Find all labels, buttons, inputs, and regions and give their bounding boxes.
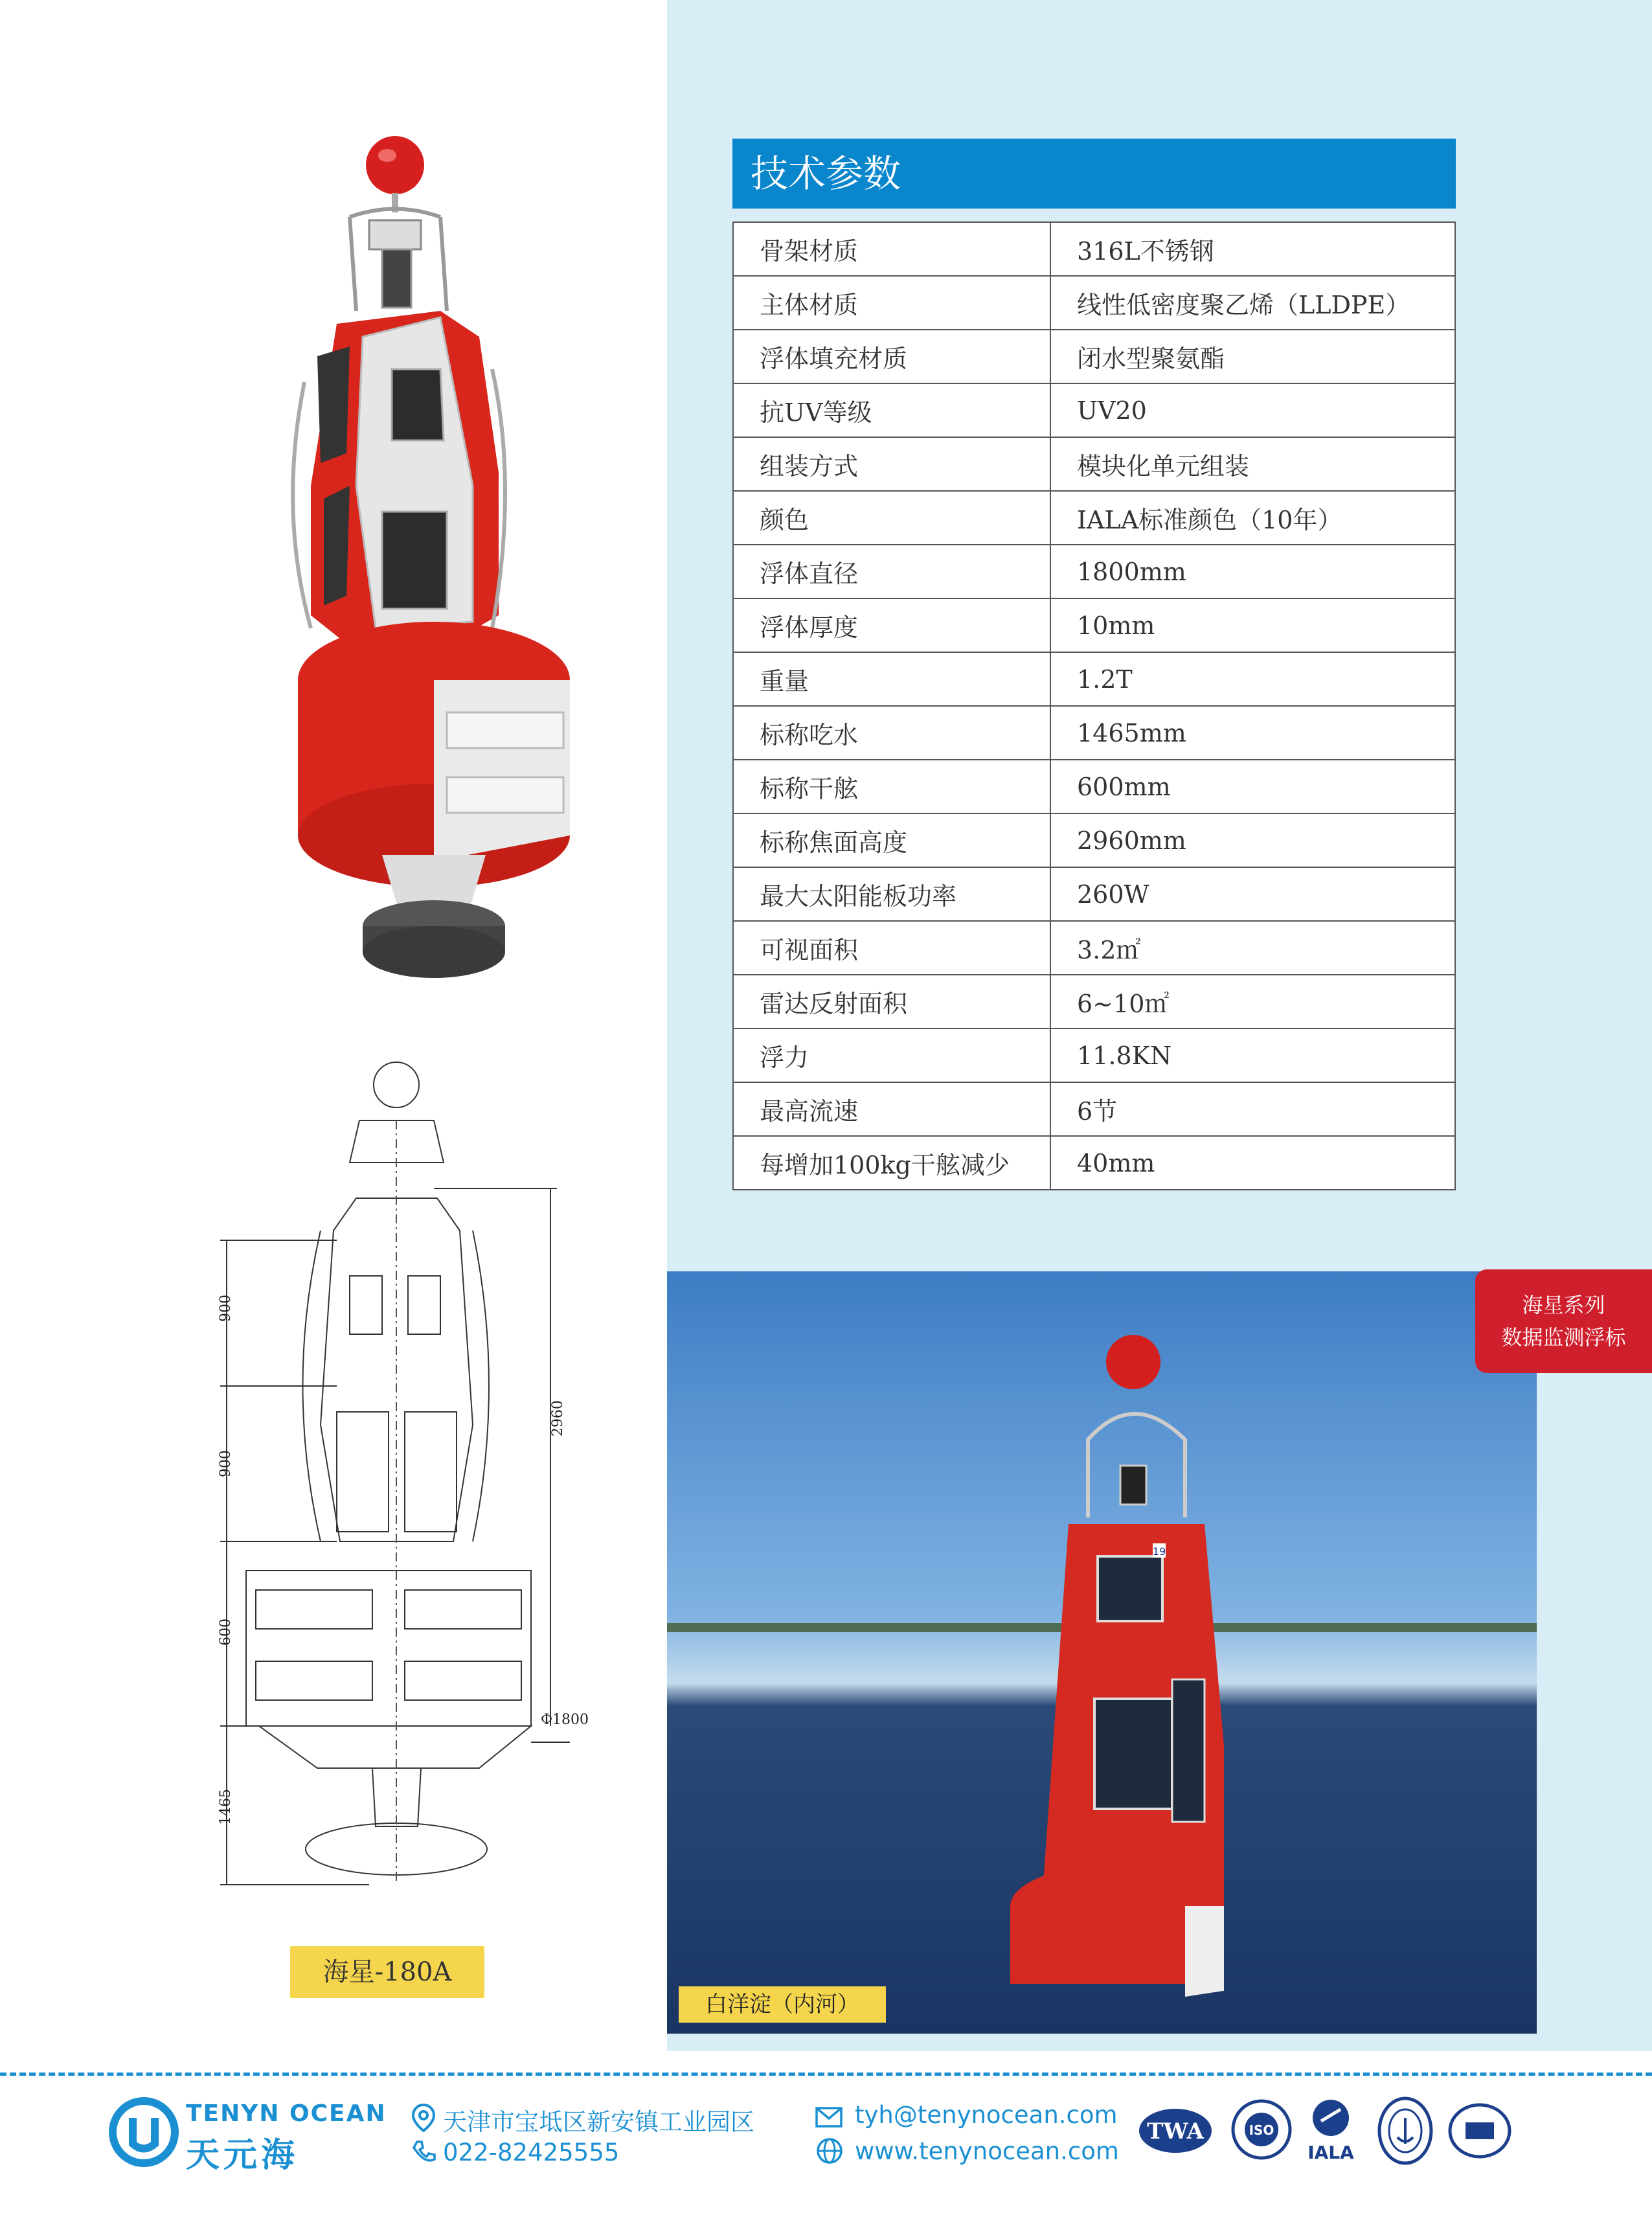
spec-row: [733, 545, 1455, 598]
spec-row: [733, 975, 1455, 1028]
twa-logo-text: TWA: [1147, 2118, 1204, 2144]
spec-row: [733, 383, 1455, 437]
iso-logo: [1230, 2098, 1293, 2161]
phone-text: 022-82425555: [443, 2139, 620, 2166]
spec-row: [733, 813, 1455, 867]
brand-en: TENYN OCEAN: [186, 2100, 387, 2127]
spec-key: 雷达反射面积: [733, 975, 1050, 1028]
spec-value: 6~10㎡: [1050, 975, 1455, 1028]
series-tag-line2: 数据监测浮标: [1501, 1325, 1626, 1350]
spec-row: [733, 491, 1455, 545]
website-link[interactable]: www.tenynocean.com: [855, 2137, 1119, 2165]
spec-value: 1.2T: [1050, 652, 1455, 706]
email-link[interactable]: tyh@tenynocean.com: [855, 2101, 1118, 2129]
spec-key: 每增加100kg干舷减少: [733, 1136, 1050, 1190]
spec-row: [733, 706, 1455, 760]
spec-key: 骨架材质: [733, 222, 1050, 276]
spec-row: [733, 1082, 1455, 1136]
brand-cn: 天元海: [186, 2136, 299, 2175]
series-tag-line1: 海星系列: [1522, 1293, 1605, 1317]
series-tag: [1475, 1269, 1652, 1373]
spec-value: IALA标准颜色（10年）: [1050, 491, 1455, 545]
spec-value: 600mm: [1050, 760, 1455, 813]
spec-row: [733, 652, 1455, 706]
dim-2960: 2960: [550, 1400, 566, 1437]
spec-key: 最高流速: [733, 1082, 1050, 1136]
dim-600: 600: [218, 1618, 234, 1646]
iala-logo: [1302, 2095, 1366, 2166]
spec-value: 1800mm: [1050, 545, 1455, 598]
spec-row: [733, 1136, 1455, 1190]
spec-row: [733, 222, 1455, 276]
twa-logo: [1137, 2105, 1214, 2157]
location-icon: [412, 2104, 435, 2132]
spec-key: 颜色: [733, 491, 1050, 545]
model-label: 海星-180A: [290, 1946, 484, 1998]
spec-value: 2960mm: [1050, 813, 1455, 867]
spec-row: [733, 760, 1455, 813]
spec-row: [733, 598, 1455, 652]
spec-key: 标称干舷: [733, 760, 1050, 813]
spec-row: [733, 437, 1455, 491]
spec-row: [733, 867, 1455, 921]
footer-divider: [0, 2073, 1652, 2076]
iso-logo-text: ISO: [1249, 2122, 1274, 2138]
ccs-logo: [1447, 2102, 1512, 2160]
spec-key: 最大太阳能板功率: [733, 867, 1050, 921]
spec-row: [733, 330, 1455, 383]
spec-value: 3.2㎡: [1050, 921, 1455, 975]
iala-logo-text: IALA: [1307, 2142, 1354, 2163]
spec-value: 1465mm: [1050, 706, 1455, 760]
spec-value: 11.8KN: [1050, 1028, 1455, 1082]
dim-1465: 1465: [218, 1789, 234, 1825]
address-text: 天津市宝坻区新安镇工业园区: [443, 2108, 754, 2136]
spec-key: 组装方式: [733, 437, 1050, 491]
spec-key: 标称焦面高度: [733, 813, 1050, 867]
dim-diameter: Φ1800: [541, 1712, 589, 1728]
phone-icon: [412, 2140, 436, 2164]
spec-value: 线性低密度聚乙烯（LLDPE）: [1050, 276, 1455, 330]
spec-value: 模块化单元组装: [1050, 437, 1455, 491]
dim-900-upper: 900: [218, 1295, 234, 1322]
globe-icon: [816, 2137, 843, 2164]
spec-row: [733, 276, 1455, 330]
tenyn-logo-icon: [107, 2095, 181, 2170]
spec-value: 40mm: [1050, 1136, 1455, 1190]
spec-key: 浮体直径: [733, 545, 1050, 598]
spec-value: 316L不锈钢: [1050, 222, 1455, 276]
spec-row: [733, 1028, 1455, 1082]
spec-key: 重量: [733, 652, 1050, 706]
spec-value: UV20: [1050, 383, 1455, 437]
buoy-photo: [667, 1271, 1537, 2034]
spec-key: 可视面积: [733, 921, 1050, 975]
spec-key: 浮体填充材质: [733, 330, 1050, 383]
spec-key: 浮体厚度: [733, 598, 1050, 652]
dim-900-lower: 900: [218, 1450, 234, 1477]
spec-value: 闭水型聚氨酯: [1050, 330, 1455, 383]
photo-caption: 白洋淀（内河）: [679, 1986, 886, 2023]
buoy-in-water: [991, 1310, 1224, 2023]
spec-title: 技术参数: [732, 139, 1456, 209]
spec-value: 260W: [1050, 867, 1455, 921]
spec-value: 6节: [1050, 1082, 1455, 1136]
spec-row: [733, 921, 1455, 975]
buoy-3d-render: [285, 123, 583, 991]
spec-key: 主体材质: [733, 276, 1050, 330]
email-icon: [815, 2106, 843, 2128]
spec-value: 10mm: [1050, 598, 1455, 652]
society-seal-logo: [1373, 2095, 1438, 2166]
buoy-number: 19: [1152, 1545, 1166, 1558]
spec-table: [732, 221, 1456, 1190]
spec-key: 抗UV等级: [733, 383, 1050, 437]
buoy-technical-drawing: [207, 1049, 622, 1891]
spec-key: 标称吃水: [733, 706, 1050, 760]
spec-key: 浮力: [733, 1028, 1050, 1082]
